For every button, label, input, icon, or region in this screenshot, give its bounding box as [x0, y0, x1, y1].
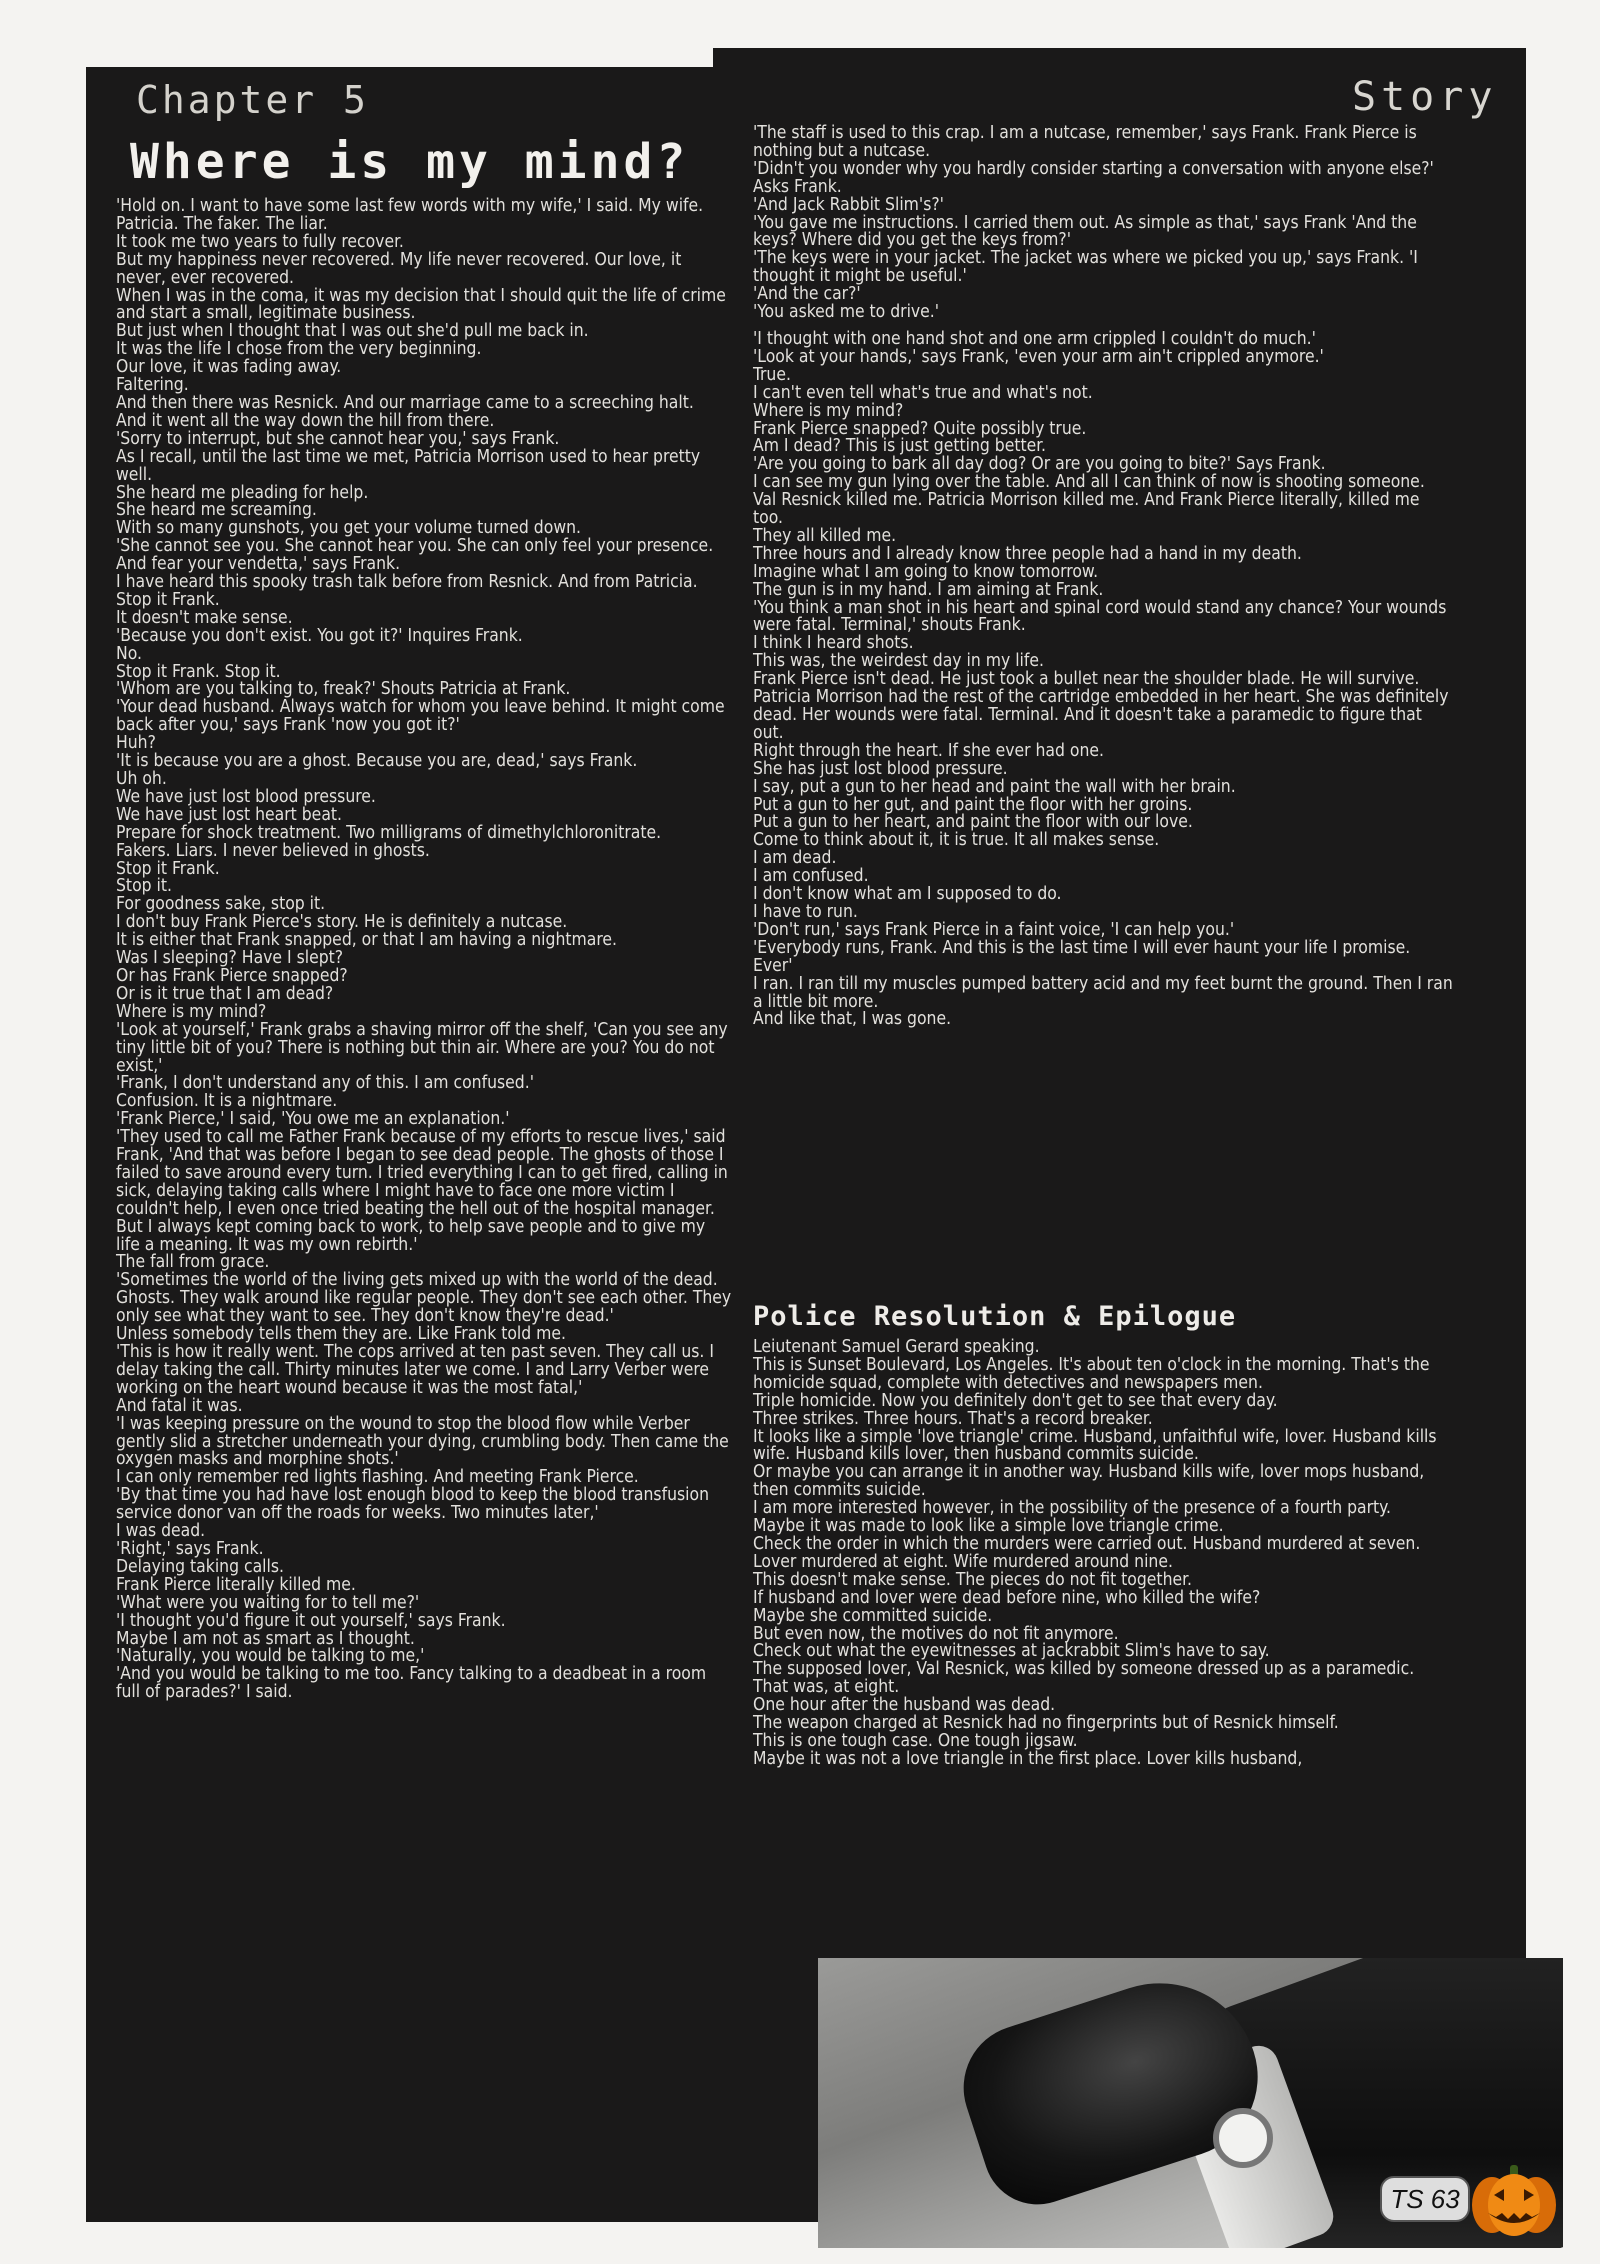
paragraph: Check out what the eyewitnesses at jackrabbit Slim's have to say. [753, 1641, 1270, 1662]
paragraph: Huh? [116, 733, 156, 754]
paragraph: Maybe it was made to look like a simple love triangle crime. [753, 1516, 1224, 1537]
paragraph: Imagine what I am going to know tomorrow. [753, 561, 1099, 582]
paragraph: 'Don't run,' says Frank Pierce in a faint voice, 'I can help you.' [753, 919, 1235, 940]
paragraph: It is either that Frank snapped, or that I am having a nightmare. [116, 930, 617, 951]
paragraph: We have just lost blood pressure. [116, 786, 376, 807]
chapter-title: Where is my mind? [130, 134, 690, 190]
paragraph: This is Sunset Boulevard, Los Angeles. It's about ten o'clock in the morning. That's the homicide squad, complete with detectives and newspapers men. [753, 1354, 1430, 1393]
paragraph: Three hours and I already know three people had a hand in my death. [753, 543, 1302, 564]
paragraph: 'Are you going to bark all day dog? Or are you going to bite?' Says Frank. [753, 454, 1326, 475]
paragraph: I say, put a gun to her head and paint the wall with her brain. [753, 776, 1236, 797]
paragraph: Leiutenant Samuel Gerard speaking. [753, 1337, 1040, 1357]
paragraph: I think I heard shots. [753, 633, 914, 654]
paragraph: 'They used to call me Father Frank because of my efforts to rescue lives,' said Frank, 'And that was before I began to see dead people. The ghosts of those I failed to save around every turn. I tried everything I can to get fired, calling in sick, delaying taking calls where I might have to face one more victim I couldn't help, I even once tried beating the hell out of the hospital manager. But I always kept coming back to work, to help save people and to give my life a meaning. It was my own rebirth.' [116, 1127, 728, 1255]
paragraph: Faltering. [116, 375, 189, 396]
paragraph: One hour after the husband was dead. [753, 1695, 1056, 1716]
paragraph: 'Sorry to interrupt, but she cannot hear you,' says Frank. [116, 428, 560, 449]
paragraph: If husband and lover were dead before nine, who killed the wife? [753, 1587, 1261, 1608]
paragraph: 'You asked me to drive.' [753, 302, 940, 323]
paragraph: Uh oh. [116, 769, 167, 789]
paragraph: I was dead. [116, 1521, 206, 1542]
paragraph: Put a gun to her heart, and paint the floor with our love. [753, 812, 1193, 833]
paragraph: 'The staff is used to this crap. I am a nutcase, remember,' says Frank. Frank Pierce is nothing but a nutcase. [753, 123, 1417, 161]
paragraph: I can see my gun lying over the table. And all I can think of now is shooting someone. [753, 472, 1425, 493]
paragraph: I have heard this spooky trash talk before from Resnick. And from Patricia. [116, 572, 698, 593]
paragraph: 'It is because you are a ghost. Because you are, dead,' says Frank. [116, 751, 638, 772]
section-tag: Story [1352, 74, 1498, 120]
paragraph: Stop it. [116, 876, 172, 897]
paragraph: It looks like a simple 'love triangle' crime. Husband, unfaithful wife, lover. Husband kills wife. Husband kills lover, then husband commits suicide. [753, 1426, 1437, 1465]
story-right-column [753, 125, 1453, 1029]
paragraph: 'Look at your hands,' says Frank, 'even your arm ain't crippled anymore.' [753, 346, 1324, 367]
paragraph: Stop it Frank. Stop it. [116, 661, 281, 682]
paragraph: 'Everybody runs, Frank. And this is the last time I will ever haunt your life I promise. Ever' [753, 937, 1411, 976]
paragraph: But even now, the motives do not fit anymore. [753, 1623, 1119, 1644]
paragraph: Or has Frank Pierce snapped? [116, 965, 348, 986]
paragraph: She has just lost blood pressure. [753, 758, 1008, 779]
paragraph: 'Whom are you talking to, freak?' Shouts Patricia at Frank. [116, 679, 571, 700]
paragraph: But just when I thought that I was out she'd pull me back in. [116, 321, 589, 342]
page-number-badge: TS 63 [1380, 2176, 1470, 2222]
paragraph: Where is my mind? [753, 400, 904, 421]
epilogue-column [753, 1339, 1453, 1769]
paragraph: Triple homicide. Now you definitely don't get to see that every day. [753, 1390, 1278, 1411]
paragraph: 'She cannot see you. She cannot hear you. She can only feel your presence. And fear your vendetta,' says Frank. [116, 536, 714, 575]
paragraph: Am I dead? This is just getting better. [753, 436, 1047, 457]
paragraph: 'Frank, I don't understand any of this. I am confused.' [116, 1073, 534, 1094]
paragraph: When I was in the coma, it was my decision that I should quit the life of crime and start a small, legitimate business. [116, 285, 726, 324]
paragraph: The gun is in my hand. I am aiming at Frank. [753, 579, 1104, 600]
paragraph: Come to think about it, it is true. It all makes sense. [753, 830, 1160, 851]
paragraph: This was, the weirdest day in my life. [753, 651, 1045, 672]
paragraph: Three strikes. Three hours. That's a record breaker. [753, 1408, 1153, 1429]
paragraph: 'You gave me instructions. I carried them out. As simple as that,' says Frank 'And the keys? Where did you get the keys from?' [753, 212, 1417, 251]
paragraph: The weapon charged at Resnick had no fingerprints but of Resnick himself. [753, 1713, 1339, 1734]
paragraph: 'I thought with one hand shot and one arm crippled I couldn't do much.' [753, 328, 1316, 349]
paragraph: Prepare for shock treatment. Two milligrams of dimethylchloronitrate. [116, 822, 662, 843]
paragraph: 'Naturally, you would be talking to me,' [116, 1646, 425, 1667]
paragraph: I am more interested however, in the possibility of the presence of a fourth party. [753, 1498, 1391, 1519]
wristwatch-icon [1213, 2108, 1273, 2168]
paragraph: Stop it Frank. [116, 589, 220, 610]
paragraph: Put a gun to her gut, and paint the floor with her groins. [753, 794, 1193, 815]
paragraph: She heard me screaming. [116, 500, 317, 521]
paragraph: Frank Pierce literally killed me. [116, 1574, 356, 1595]
paragraph: 'And the car?' [753, 284, 861, 305]
paragraph: I can't even tell what's true and what's not. [753, 382, 1093, 403]
paragraph: Unless somebody tells them they are. Like Frank told me. [116, 1324, 567, 1345]
paragraph: 'By that time you had have lost enough blood to keep the blood transfusion service donor van off the roads for weeks. Two minutes later,' [116, 1485, 709, 1524]
paragraph: She heard me pleading for help. [116, 482, 369, 503]
epilogue-heading: Police Resolution & Epilogue [753, 1301, 1237, 1332]
paragraph: Check the order in which the murders were carried out. Husband murdered at seven. Lover murdered at eight. Wife murdered around nine. [753, 1533, 1421, 1572]
paragraph: Or maybe you can arrange it in another way. Husband kills wife, lover mops husband, then commits suicide. [753, 1462, 1425, 1501]
paragraph: 'Sometimes the world of the living gets mixed up with the world of the dead. Ghosts. They walk around like regular people. They don't see each other. They only see what they want to see. They don't know they're dead.' [116, 1270, 732, 1327]
paragraph: True. [753, 364, 791, 385]
paragraph: 'Frank Pierce,' I said, 'You owe me an explanation.' [116, 1109, 510, 1130]
paragraph: I don't buy Frank Pierce's story. He is definitely a nutcase. [116, 912, 568, 933]
pumpkin-icon [1470, 2163, 1558, 2237]
paragraph: For goodness sake, stop it. [116, 894, 326, 915]
paragraph: Maybe I am not as smart as I thought. [116, 1628, 415, 1649]
paragraph: 'Right,' says Frank. [116, 1538, 264, 1559]
paragraph: I have to run. [753, 901, 858, 922]
chapter-label: Chapter 5 [136, 78, 369, 122]
paragraph: 'The keys were in your jacket. The jacket was where we picked you up,' says Frank. 'I thought it might be useful.' [753, 248, 1418, 287]
paragraph: Was I sleeping? Have I slept? [116, 948, 344, 969]
paragraph: Frank Pierce snapped? Quite possibly true. [753, 418, 1087, 439]
paragraph: The fall from grace. [116, 1252, 270, 1273]
paragraph: And then there was Resnick. And our marriage came to a screeching halt. [116, 392, 694, 413]
paragraph: 'And Jack Rabbit Slim's?' [753, 194, 944, 215]
paragraph: It doesn't make sense. [116, 607, 293, 628]
paragraph: 'This is how it really went. The cops arrived at ten past seven. They call us. I delay taking the call. Thirty minutes later we come. I and Larry Verber were working on the heart wound because it was the most fatal,' [116, 1342, 714, 1398]
paragraph: Frank Pierce isn't dead. He just took a bullet near the shoulder blade. He will survive. [753, 669, 1420, 690]
paragraph: I ran. I ran till my muscles pumped battery acid and my feet burnt the ground. Then I ran a little bit more. [753, 973, 1453, 1012]
paragraph: Fakers. Liars. I never believed in ghosts. [116, 840, 430, 861]
paragraph: We have just lost heart beat. [116, 804, 343, 825]
paragraph: It was the life I chose from the very beginning. [116, 339, 482, 360]
paragraph: 'Look at yourself,' Frank grabs a shaving mirror off the shelf, 'Can you see any tiny little bit of you? There is nothing but thin air. Where are you? You do not exist,' [116, 1019, 728, 1076]
paragraph: 'Because you don't exist. You got it?' Inquires Frank. [116, 625, 523, 646]
paragraph: 'I was keeping pressure on the wound to stop the blood flow while Verber gently slid a stretcher underneath your dying, crumbling body. Then came the oxygen masks and morphine shots.' [116, 1413, 729, 1470]
paragraph: Or is it true that I am dead? [116, 983, 334, 1004]
paragraph: Confusion. It is a nightmare. [116, 1091, 338, 1112]
paragraph: It took me two years to fully recover. [116, 231, 404, 252]
story-left-column [116, 198, 732, 1702]
paragraph: With so many gunshots, you get your volume turned down. [116, 518, 581, 539]
paragraph: Val Resnick killed me. Patricia Morrison killed me. And Frank Pierce literally, killed me too. [753, 490, 1420, 529]
paragraph: No. [116, 643, 142, 664]
paragraph: Patricia Morrison had the rest of the cartridge embedded in her heart. She was definitely dead. Her wounds were fatal. Terminal. And it doesn't take a paramedic to figure that out. [753, 687, 1449, 743]
paragraph: 'Your dead husband. Always watch for whom you leave behind. It might come back after you,' says Frank 'now you got it?' [116, 697, 725, 736]
paragraph: Maybe she committed suicide. [753, 1605, 993, 1626]
paragraph: As I recall, until the last time we met, Patricia Morrison used to hear pretty well. [116, 446, 701, 485]
paragraph: 'I thought you'd figure it out yourself,' says Frank. [116, 1610, 506, 1631]
paragraph: Where is my mind? [116, 1001, 267, 1022]
paragraph: And like that, I was gone. [753, 1009, 952, 1030]
paragraph: They all killed me. [753, 525, 897, 546]
paragraph: 'And you would be talking to me too. Fancy talking to a deadbeat in a room full of parades?' I said. [116, 1664, 707, 1703]
paragraph: I can only remember red lights flashing. And meeting Frank Pierce. [116, 1467, 639, 1488]
paragraph: But my happiness never recovered. My life never recovered. Our love, it never, ever recovered. [116, 249, 682, 288]
paragraph: 'What were you waiting for to tell me?' [116, 1592, 420, 1613]
paragraph: Right through the heart. If she ever had one. [753, 740, 1104, 761]
paragraph: I am dead. [753, 848, 837, 869]
paragraph: Our love, it was fading away. [116, 357, 342, 378]
paragraph: This is one tough case. One tough jigsaw. [753, 1730, 1078, 1751]
paragraph: This doesn't make sense. The pieces do not fit together. [753, 1569, 1192, 1590]
paragraph: I am confused. [753, 866, 869, 887]
paragraph: 'You think a man shot in his heart and spinal cord would stand any chance? Your wounds were fatal. Terminal,' shouts Frank. [753, 597, 1447, 636]
paragraph: And it went all the way down the hill from there. [116, 410, 495, 431]
paragraph: Stop it Frank. [116, 858, 220, 879]
paragraph: 'Hold on. I want to have some last few words with my wife,' I said. My wife. Patricia. The faker. The liar. [116, 196, 704, 234]
paragraph: And fatal it was. [116, 1395, 243, 1416]
paragraph: The supposed lover, Val Resnick, was killed by someone dressed up as a paramedic. That was, at eight. [753, 1659, 1415, 1698]
paragraph: Delaying taking calls. [116, 1556, 284, 1577]
paragraph: I don't know what am I supposed to do. [753, 884, 1062, 905]
paragraph: 'Didn't you wonder why you hardly consider starting a conversation with anyone else?' Asks Frank. [753, 158, 1434, 197]
paragraph: Maybe it was not a love triangle in the first place. Lover kills husband, [753, 1748, 1303, 1769]
